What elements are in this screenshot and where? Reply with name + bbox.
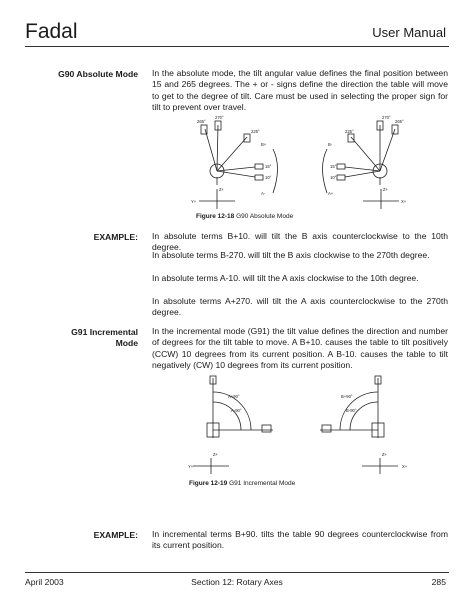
g91-label-line-1: G91 Incremental	[71, 327, 138, 337]
g91-left-label-1: A+90°	[228, 394, 240, 399]
figure-12-19-caption	[189, 480, 295, 487]
g91-left-label-2: A-90°	[231, 408, 242, 413]
g90-right-angle-1: 270°	[382, 115, 391, 120]
g90-left-angle-4: 15°	[265, 164, 272, 169]
g90-left-y-axis: Y+	[191, 199, 197, 204]
header-rule	[25, 46, 449, 47]
footer-rule	[25, 572, 449, 573]
g91-diagram	[188, 374, 418, 474]
g91-right-z-axis: Z+	[382, 452, 388, 457]
footer-section: Section 12: Rotary Axes	[191, 577, 283, 587]
g91-right-label-1: B+90°	[341, 394, 353, 399]
g90-left-angle-2: 270°	[215, 115, 224, 120]
example-1-line-1: In absolute terms B+10. will tilt the B axis counterclockwise to the 10th degree.	[152, 231, 448, 253]
g91-right-x-axis: X+	[402, 464, 408, 469]
brand-title: Fadal	[25, 20, 78, 43]
figure-12-19-number: Figure 12-19	[189, 480, 228, 487]
g91-left-y-axis: Y+	[188, 464, 194, 469]
g90-right-angle-2: 265°	[395, 119, 404, 124]
g91-label	[71, 327, 138, 349]
g90-right-angle-5: 10°	[330, 175, 337, 180]
example-2-label: EXAMPLE:	[93, 530, 138, 540]
g90-left-angle-1: 265°	[197, 119, 206, 124]
g90-right-angle-3: 225°	[345, 129, 354, 134]
example-2-paragraph: In incremental terms B+90. tilts the table 90 degrees counterclockwise from its current position.	[152, 529, 448, 551]
g91-right-label-2: B-90°	[346, 408, 357, 413]
example-1-line-3: In absolute terms A-10. will tilt the A axis clockwise to the 10th degree.	[152, 273, 419, 283]
figure-12-18-text: G90 Absolute Mode	[234, 213, 294, 220]
g90-left-angle-5: 10°	[265, 175, 272, 180]
g90-right-angle-4: 15°	[330, 164, 337, 169]
g90-paragraph: In the absolute mode, the tilt angular value defines the final position between 15 and 265 degrees. The + or - signs define the direction the table will move to get to the degree of tilt. Care must be used in selecting the proper sign for tilt to prevent over travel.	[152, 68, 448, 112]
footer-page-number: 285	[431, 577, 446, 587]
figure-12-18-caption	[196, 213, 293, 220]
g90-diagram	[185, 113, 425, 211]
g90-right-b-label: B-	[328, 142, 333, 147]
g90-right-a-label: A+	[328, 191, 334, 196]
figure-12-18-number: Figure 12-18	[196, 213, 235, 220]
g90-right-z-axis: Z+	[383, 187, 389, 192]
example-1-line-4: In absolute terms A+270. will tilt the A axis counterclockwise to the 270th degree.	[152, 296, 448, 318]
example-1-label: EXAMPLE:	[93, 232, 138, 242]
g90-left-angle-3: 225°	[251, 129, 260, 134]
g90-left-b-label: B+	[261, 142, 267, 147]
example-1-line-2: In absolute terms B-270. will tilt the B axis clockwise to the 270th degree.	[152, 250, 430, 260]
figure-12-19-text: G91 Incremental Mode	[227, 480, 296, 487]
g90-left-z-axis: Z+	[219, 187, 225, 192]
g91-label-line-2: Mode	[115, 338, 138, 348]
manual-title: User Manual	[372, 25, 446, 40]
g91-left-z-axis: Z+	[213, 452, 219, 457]
g90-right-x-axis: X+	[401, 199, 407, 204]
g90-left-a-label: A-	[261, 191, 266, 196]
g90-label: G90 Absolute Mode	[58, 69, 138, 79]
footer-date: April 2003	[25, 577, 64, 587]
g91-paragraph: In the incremental mode (G91) the tilt value defines the direction and number of degrees for the tilt table to move. A B+10. causes the table to tilt positively (CCW) 10 degrees from its current position. A B-10. causes the table to tilt negatively (CW) 10 degrees from its current position.	[152, 326, 448, 370]
